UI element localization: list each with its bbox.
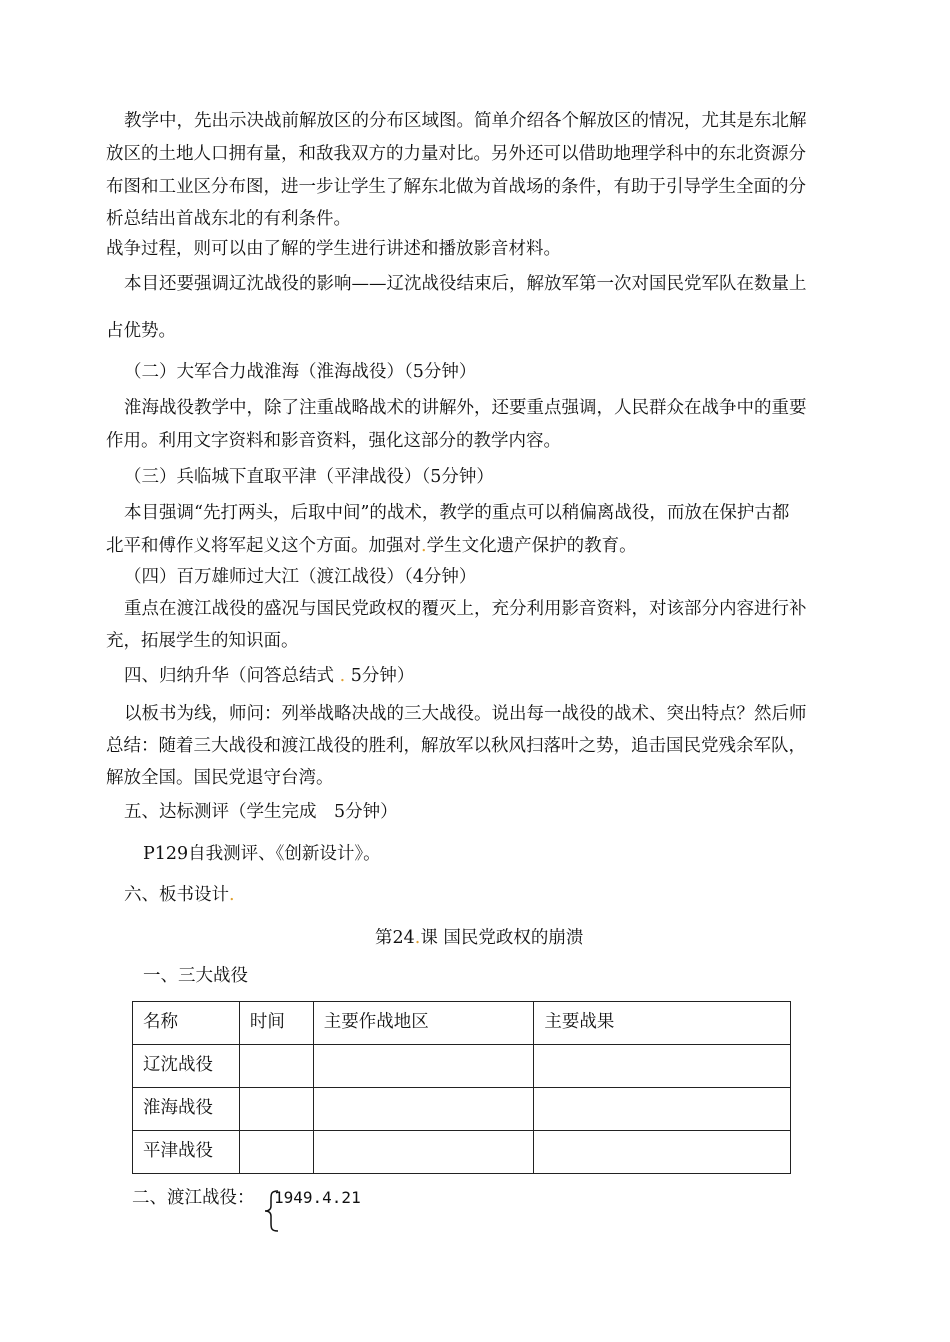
board-subheading: 二、渡江战役： [132,1188,255,1208]
board-title-text: 第24 [375,928,415,948]
section-heading-text: 四、归纳升华（问答总结式 [124,666,334,686]
table-cell [313,1045,534,1088]
board-title-text: 课 国民党政权的崩溃 [420,928,584,948]
table-cell [534,1045,791,1088]
table-cell [534,1131,791,1174]
table-cell: 辽沈战役 [133,1045,240,1088]
paragraph-text: 北平和傅作义将军起义这个方面。加强对 [106,536,421,556]
paragraph-line: 布图和工业区分布图，进一步让学生了解东北做为首战场的条件，有助于引导学生全面的分 [106,177,806,197]
stray-dot: . [339,666,346,686]
section-heading [124,884,235,906]
table-cell [313,1131,534,1174]
section-heading-text: 六、板书设计 [124,885,229,905]
stray-dot: . [414,928,421,948]
table-header-cell: 时间 [239,1002,313,1045]
paragraph-line: 放区的土地人口拥有量，和敌我双方的力量对比。另外还可以借助地理学科中的东北资源分 [106,144,806,164]
date-text: 1949.4.21 [274,1188,361,1207]
paragraph-line: 占优势。 [106,321,176,341]
paragraph-line [106,535,637,557]
table-row [133,1088,791,1131]
section-heading [124,665,414,687]
table-header-row [133,1002,791,1045]
table-header-cell: 名称 [133,1002,240,1045]
table-header-cell: 主要作战地区 [313,1002,534,1045]
table-cell [534,1088,791,1131]
paragraph-line: 本目强调“先打两头，后取中间”的战术，教学的重点可以稍偏离战役，而放在保护古都 [124,503,790,523]
paragraph-line: P129自我测评、《创新设计》。 [143,844,381,864]
paragraph-line: 总结：随着三大战役和渡江战役的胜利，解放军以秋风扫落叶之势，追击国民党残余军队， [106,736,806,756]
paragraph-line: 以板书为线，师问：列举战略决战的三大战役。说出每一战役的战术、突出特点？然后师 [124,704,807,724]
board-title [375,927,583,949]
board-subheading: 一、三大战役 [143,966,248,986]
table-cell [239,1045,313,1088]
paragraph-line: 作用。利用文字资料和影音资料，强化这部分的教学内容。 [106,431,561,451]
paragraph-line: 充，拓展学生的知识面。 [106,631,299,651]
paragraph-line: 战争过程，则可以由了解的学生进行讲述和播放影音材料。 [106,239,561,259]
paragraph-line: 重点在渡江战役的盛况与国民党政权的覆灭上，充分利用影音资料，对该部分内容进行补 [124,599,807,619]
section-heading-text: 5分钟） [350,666,415,686]
paragraph-line: 淮海战役教学中，除了注重战略战术的讲解外，还要重点强调，人民群众在战争中的重要 [124,398,807,418]
battles-table [132,1001,791,1174]
section-heading: （二）大军合力战淮海（淮海战役）（5分钟） [124,362,477,382]
table-row [133,1131,791,1174]
paragraph-line: 析总结出首战东北的有利条件。 [106,209,351,229]
stray-dot: . [421,536,427,556]
table-cell [313,1088,534,1131]
paragraph-line: 教学中，先出示决战前解放区的分布区域图。简单介绍各个解放区的情况，尤其是东北解 [124,111,807,131]
table-cell [239,1088,313,1131]
paragraph-line: 解放全国。国民党退守台湾。 [106,768,334,788]
table-cell: 平津战役 [133,1131,240,1174]
table-header-cell: 主要战果 [534,1002,791,1045]
table-cell: 淮海战役 [133,1088,240,1131]
table-cell [239,1131,313,1174]
paragraph-line: 本目还要强调辽沈战役的影响——辽沈战役结束后，解放军第一次对国民党军队在数量上 [124,274,807,294]
table-row [133,1045,791,1088]
stray-dot: . [229,885,235,905]
section-heading: （三）兵临城下直取平津（平津战役）（5分钟） [124,467,494,487]
section-heading: （四）百万雄师过大江（渡江战役）（4分钟） [124,567,477,587]
section-heading: 五、达标测评（学生完成 5分钟） [124,802,398,822]
paragraph-text: 学生文化遗产保护的教育。 [426,536,637,556]
